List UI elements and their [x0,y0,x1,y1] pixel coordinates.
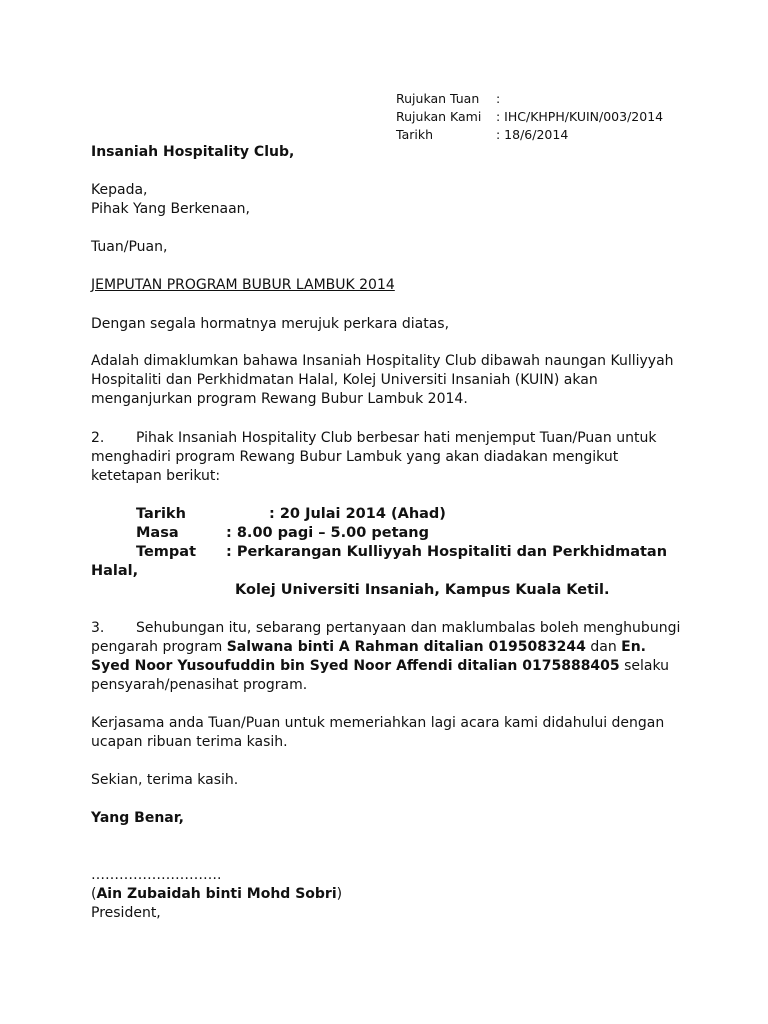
detail-value: : Perkarangan Kulliyyah Hospitaliti dan Perkhidmatan [226,544,668,560]
recipient-line-1: Kepada, [91,182,148,198]
signatory-title: President, [91,905,161,921]
detail-time-row [136,524,429,543]
subject-heading: JEMPUTAN PROGRAM BUBUR LAMBUK 2014 [91,277,395,293]
paragraph-text: selaku [619,658,670,674]
detail-value: : 20 Julai 2014 (Ahad) [269,506,446,522]
paragraph-1 [91,352,691,409]
detail-label: Tarikh [136,506,186,522]
detail-label: Tempat [136,544,197,560]
paragraph-number: 3. [91,620,105,636]
paragraph-4 [91,714,691,752]
paren-close: ) [336,886,343,902]
reference-value: : 18/6/2014 [496,127,569,142]
paragraph-line: Kerjasama anda Tuan/Puan untuk memeriahkan lagi acara kami didahului dengan [91,715,665,731]
paragraph-line: menghadiri program Rewang Bubur Lambuk yang akan diadakan mengikut [91,449,619,465]
opening-line: Dengan segala hormatnya merujuk perkara diatas, [91,316,450,332]
paragraph-line: pensyarah/penasihat program. [91,677,308,693]
contact-2-title: En. [621,639,647,655]
reference-row [396,126,663,144]
signoff: Yang Benar, [91,810,184,826]
paragraph-line: Adalah dimaklumkan bahawa Insaniah Hospitality Club dibawah naungan Kulliyyah [91,353,674,369]
reference-label: Rujukan Tuan [396,91,480,106]
reference-block [396,90,663,144]
paragraph-line: Sehubungan itu, sebarang pertanyaan dan maklumbalas boleh menghubungi [136,620,681,636]
signature-dots: ………………………. [91,867,222,883]
sender-name: Insaniah Hospitality Club, [91,144,295,160]
detail-place-line-2: Kolej Universiti Insaniah, Kampus Kuala Ketil. [235,582,610,598]
signatory-name: Ain Zubaidah binti Mohd Sobri [96,886,337,902]
paragraph-line: Pihak Insaniah Hospitality Club berbesar hati menjemput Tuan/Puan untuk [136,430,657,446]
detail-place-row [136,543,667,562]
contact-2: Syed Noor Yusoufuddin bin Syed Noor Affendi ditalian 0175888405 [91,658,620,674]
paragraph-line: ucapan ribuan terima kasih. [91,734,288,750]
detail-value: : 8.00 pagi – 5.00 petang [226,525,429,541]
paragraph-line: Hospitaliti dan Perkhidmatan Halal, Kolej Universiti Insaniah (KUIN) akan [91,372,598,388]
paren-open: ( [91,886,97,902]
reference-value: : [496,91,501,106]
reference-row [396,108,663,126]
closing-line: Sekian, terima kasih. [91,772,239,788]
signature-name-line [91,885,691,904]
detail-label: Masa [136,525,179,541]
reference-row [396,90,663,108]
contact-1: Salwana binti A Rahman ditalian 0195083244 [226,639,586,655]
paragraph-number: 2. [91,430,105,446]
detail-place-wrap: Halal, [91,563,139,579]
paragraph-text: dan [585,639,622,655]
reference-value: : IHC/KHPH/KUIN/003/2014 [496,109,664,124]
salutation: Tuan/Puan, [91,239,168,255]
paragraph-text: pengarah program [91,639,227,655]
paragraph-2 [91,429,691,486]
paragraph-line: ketetapan berikut: [91,468,221,484]
recipient-line-2: Pihak Yang Berkenaan, [91,201,250,217]
detail-date-row [136,505,446,524]
reference-label: Tarikh [396,127,433,142]
reference-label: Rujukan Kami [396,109,482,124]
paragraph-3 [91,619,691,695]
paragraph-line: menganjurkan program Rewang Bubur Lambuk 2014. [91,391,468,407]
